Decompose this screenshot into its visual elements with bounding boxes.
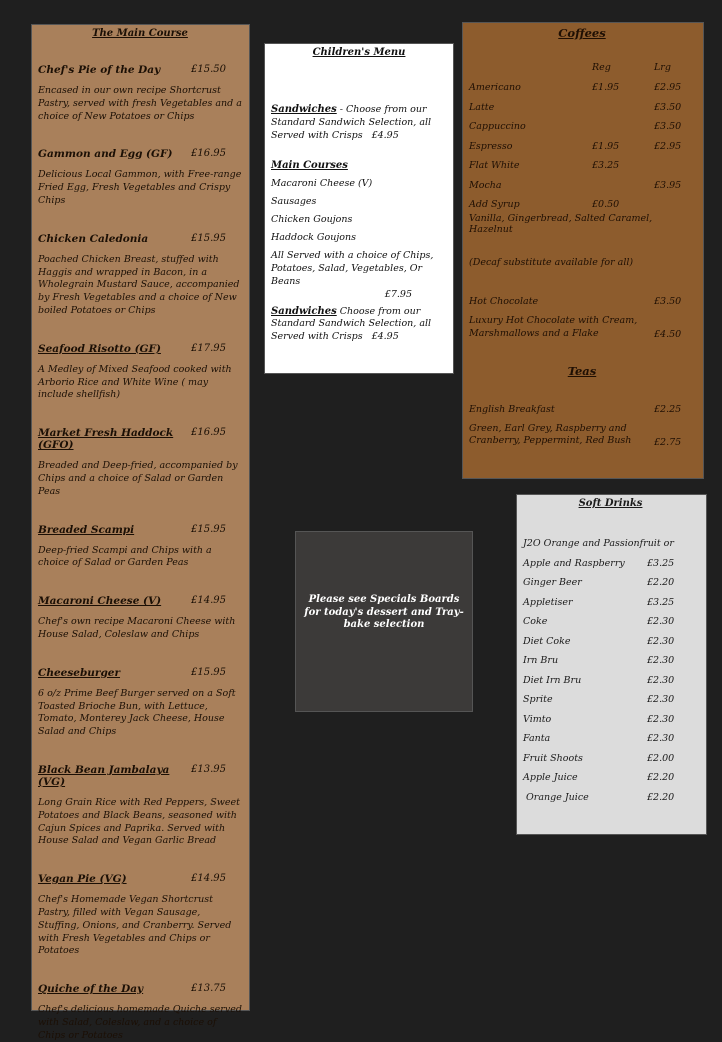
tea-row bbox=[469, 400, 695, 420]
kids-all-served-text: All Served with a choice of Chips, Potatoes, Salad, Vegetables, Or Beans bbox=[271, 250, 434, 287]
dish-name bbox=[38, 148, 191, 160]
dish-name bbox=[38, 873, 191, 885]
coffee-reg-price: £1.95 bbox=[592, 82, 620, 94]
coffee-row bbox=[469, 195, 695, 215]
tea-price: £2.25 bbox=[654, 404, 682, 416]
dish-price: £15.95 bbox=[191, 523, 226, 535]
kids-main-courses-list bbox=[271, 178, 447, 243]
soft-drink-price: £2.30 bbox=[647, 616, 675, 628]
kids-all-served-price: £7.95 bbox=[384, 288, 412, 300]
soft-drink-price: £2.30 bbox=[647, 655, 675, 667]
dish-name-text: Chicken Caledonia bbox=[38, 232, 149, 245]
soft-drink-row bbox=[523, 788, 698, 808]
soft-drink-name: Diet Coke bbox=[523, 635, 571, 647]
dish-header bbox=[38, 667, 242, 679]
dish-name-text: Cheeseburger bbox=[38, 666, 121, 679]
coffee-name: Americano bbox=[469, 82, 521, 94]
dish-name bbox=[38, 764, 191, 788]
dish-item bbox=[38, 343, 242, 402]
dish-price: £17.95 bbox=[191, 342, 226, 354]
kids-sandwiches-label: Sandwiches bbox=[271, 104, 337, 115]
dish-description: Poached Chicken Breast, stuffed with Haggis and wrapped in Bacon, in a Wholegrain Mustard Sauce, accompanied by Fresh Vegetables and a choice of New boiled Potatoes or Chips bbox=[38, 253, 240, 316]
childrens-menu-panel bbox=[264, 43, 454, 374]
kids-sandwiches-text: - Choose from our Standard Sandwich Selection, all Served with Crisps bbox=[271, 104, 432, 141]
soft-drink-name: Fanta bbox=[523, 733, 551, 745]
kids-menu-item: Chicken Goujons bbox=[271, 214, 353, 226]
dish-name-text: Breaded Scampi bbox=[38, 523, 135, 536]
dish-name bbox=[38, 595, 191, 607]
soft-drink-row bbox=[523, 554, 698, 574]
dish-item bbox=[38, 873, 242, 958]
dish-item bbox=[38, 233, 242, 318]
dish-description: 6 o/z Prime Beef Burger served on a Soft Toasted Brioche Bun, with Lettuce, Tomato, Monterey Jack Cheese, House Salad and Chips bbox=[38, 687, 236, 738]
coffees-panel bbox=[462, 22, 704, 479]
dish-item bbox=[38, 148, 242, 207]
dish-header bbox=[38, 983, 242, 995]
hot-chocolate-name: Hot Chocolate bbox=[469, 295, 539, 307]
col-reg-label: Reg bbox=[592, 62, 611, 73]
soft-drink-name: Sprite bbox=[523, 694, 553, 706]
dish-item bbox=[38, 983, 242, 1042]
soft-drink-row bbox=[523, 749, 698, 769]
dish-header bbox=[38, 595, 242, 607]
coffees-title: Coffees bbox=[558, 26, 606, 40]
dish-item bbox=[38, 524, 242, 571]
soft-drinks-title: Soft Drinks bbox=[578, 498, 643, 509]
coffee-row bbox=[469, 176, 695, 196]
dish-header bbox=[38, 64, 242, 76]
dish-item bbox=[38, 595, 242, 642]
dish-item bbox=[38, 427, 242, 498]
luxury-hot-chocolate-price: £4.50 bbox=[654, 329, 682, 340]
coffee-lrg-price: £3.50 bbox=[654, 121, 682, 133]
dish-name bbox=[38, 64, 191, 76]
coffee-name: Add Syrup bbox=[469, 199, 520, 211]
dish-name-text: Market Fresh Haddock (GFO) bbox=[38, 427, 174, 452]
dish-header bbox=[38, 764, 242, 788]
dish-description: Delicious Local Gammon, with Free-range Fried Egg, Fresh Vegetables and Crispy Chips bbox=[38, 169, 242, 206]
main-course-panel bbox=[31, 24, 250, 1041]
dish-description: Long Grain Rice with Red Peppers, Sweet Potatoes and Black Beans, seasoned with Cajun Spices and Paprika. Served with House Salad and Vegan Garlic Bread bbox=[38, 796, 240, 847]
tea-price: £2.75 bbox=[654, 436, 682, 448]
coffee-reg-price: £1.95 bbox=[592, 140, 620, 152]
soft-drink-row bbox=[523, 768, 698, 788]
coffee-row bbox=[469, 156, 695, 176]
specials-notice bbox=[295, 531, 473, 712]
dish-header bbox=[38, 873, 242, 885]
specials-text: Please see Specials Boards for today's dessert and Tray-bake selection bbox=[304, 594, 464, 630]
soft-drink-row bbox=[523, 612, 698, 632]
decaf-note: (Decaf substitute available for all) bbox=[469, 257, 634, 269]
soft-drinks-panel bbox=[516, 494, 707, 835]
dish-name-text: Black Bean Jambalaya (VG) bbox=[38, 763, 170, 788]
dish-item bbox=[38, 667, 242, 739]
soft-drink-name: Vimto bbox=[523, 713, 552, 725]
soft-drink-row bbox=[523, 593, 698, 613]
dish-name-text: Macaroni Cheese (V) bbox=[38, 595, 162, 608]
coffee-row bbox=[469, 117, 695, 137]
kids-sandwiches2-label: Sandwiches bbox=[271, 305, 337, 317]
soft-drink-price: £3.25 bbox=[647, 557, 675, 569]
kids-menu-item: Haddock Goujons bbox=[271, 232, 357, 244]
coffees-column-headers bbox=[469, 62, 695, 73]
main-course-title: The Main Course bbox=[92, 28, 188, 39]
kids-main-courses-label: Main Courses bbox=[271, 160, 348, 172]
dish-price: £14.95 bbox=[191, 595, 226, 607]
soft-drink-row bbox=[523, 651, 698, 671]
dish-name bbox=[38, 427, 191, 451]
dish-name-text: Seafood Risotto (GF) bbox=[38, 342, 161, 355]
coffee-lrg-price: £3.95 bbox=[654, 179, 682, 191]
dish-name-text: Chef's Pie of the Day bbox=[38, 64, 161, 76]
teas-title: Teas bbox=[567, 364, 597, 378]
kids-menu-item: Sausages bbox=[271, 196, 317, 208]
dish-price: £16.95 bbox=[191, 148, 226, 160]
soft-drink-price: £2.00 bbox=[647, 752, 675, 764]
coffee-row bbox=[469, 78, 695, 98]
tea-row bbox=[469, 423, 695, 448]
soft-drink-price: £2.30 bbox=[647, 713, 675, 725]
dish-description: Breaded and Deep-fried, accompanied by Chips and a choice of Salad or Garden Peas bbox=[38, 460, 238, 497]
soft-drink-name: Appletiser bbox=[523, 596, 573, 608]
j2o-line: J2O Orange and Passionfruit or bbox=[523, 538, 674, 550]
dish-name bbox=[38, 233, 191, 245]
dish-price: £13.95 bbox=[191, 763, 226, 775]
dish-name-text: Quiche of the Day bbox=[38, 983, 144, 996]
dish-price: £13.75 bbox=[191, 983, 226, 995]
hot-chocolate-price: £3.50 bbox=[654, 295, 682, 307]
kids-menu-item: Macaroni Cheese (V) bbox=[271, 178, 373, 190]
kids-sandwiches-price: £4.95 bbox=[371, 129, 399, 141]
soft-drink-row bbox=[523, 710, 698, 730]
dish-item bbox=[38, 764, 242, 848]
luxury-hot-chocolate-name: Luxury Hot Chocolate with Cream, Marshmallows and a Flake bbox=[469, 315, 638, 339]
tea-name: English Breakfast bbox=[469, 404, 555, 416]
kids-sandwiches2-price: £4.95 bbox=[371, 331, 399, 343]
soft-drink-name: Orange Juice bbox=[523, 791, 589, 803]
dish-header bbox=[38, 233, 242, 245]
luxury-hot-chocolate-row bbox=[469, 315, 695, 340]
dish-header bbox=[38, 524, 242, 536]
soft-drink-name: Ginger Beer bbox=[523, 577, 582, 589]
kids-sandwiches-block bbox=[271, 104, 447, 142]
soft-drink-name: Apple and Raspberry bbox=[523, 557, 625, 569]
dish-description: Chef's own recipe Macaroni Cheese with House Salad, Coleslaw and Chips bbox=[38, 616, 236, 640]
soft-drink-price: £2.30 bbox=[647, 694, 675, 706]
kids-sandwiches2-block bbox=[271, 306, 447, 344]
dish-name-text: Gammon and Egg (GF) bbox=[38, 148, 173, 161]
coffee-lrg-price: £2.95 bbox=[654, 82, 682, 94]
coffee-row bbox=[469, 98, 695, 118]
coffee-name: Flat White bbox=[469, 160, 520, 172]
dish-item bbox=[38, 64, 242, 123]
soft-drink-price: £2.30 bbox=[647, 674, 675, 686]
soft-drink-price: £2.30 bbox=[647, 635, 675, 647]
main-course-list bbox=[38, 64, 242, 1042]
dish-description: Chef's delicious homemade Quiche served with Salad, Coleslaw, and a choice of Chips or Potatoes bbox=[38, 1004, 242, 1041]
dish-name bbox=[38, 524, 191, 536]
dish-description: A Medley of Mixed Seafood cooked with Arborio Rice and White Wine ( may include shellfish) bbox=[38, 363, 232, 401]
soft-drink-name: Coke bbox=[523, 616, 548, 628]
soft-drink-name: Irn Bru bbox=[523, 655, 559, 667]
soft-drink-row bbox=[523, 632, 698, 652]
dish-price: £16.95 bbox=[191, 427, 226, 439]
soft-drink-price: £2.20 bbox=[647, 772, 675, 784]
soft-drink-name: Diet Irn Bru bbox=[523, 674, 582, 686]
coffee-row bbox=[469, 137, 695, 157]
dish-description: Encased in our own recipe Shortcrust Pastry, served with fresh Vegetables and a choice of New Potatoes or Chips bbox=[38, 85, 242, 122]
dish-header bbox=[38, 343, 242, 355]
coffee-name: Mocha bbox=[469, 179, 502, 191]
dish-header bbox=[38, 148, 242, 160]
dish-price: £15.50 bbox=[191, 64, 226, 75]
soft-drink-price: £2.20 bbox=[647, 577, 675, 589]
soft-drink-name: Apple Juice bbox=[523, 772, 578, 784]
dish-price: £15.95 bbox=[191, 666, 226, 678]
dish-description: Deep-fried Scampi and Chips with a choice of Salad or Garden Peas bbox=[38, 544, 212, 569]
coffee-name: Espresso bbox=[469, 140, 513, 152]
syrup-flavours: Vanilla, Gingerbread, Salted Caramel, Hazelnut bbox=[469, 213, 653, 236]
dish-description: Chef's Homemade Vegan Shortcrust Pastry, filled with Vegan Sausage, Stuffing, Onions, and Cranberry. Served with Fresh Vegetables and Chips or Potatoes bbox=[38, 894, 232, 957]
dish-name bbox=[38, 983, 191, 995]
soft-drink-price: £3.25 bbox=[647, 596, 675, 608]
soft-drink-price: £2.20 bbox=[647, 791, 675, 803]
soft-drinks-list bbox=[523, 554, 698, 808]
soft-drink-name: Fruit Shoots bbox=[523, 752, 583, 764]
coffee-reg-price: £0.50 bbox=[592, 199, 620, 211]
col-lrg-label: Lrg bbox=[654, 62, 671, 73]
coffee-lrg-price: £3.50 bbox=[654, 101, 682, 113]
dish-name bbox=[38, 667, 191, 679]
soft-drink-row bbox=[523, 573, 698, 593]
coffee-name: Cappuccino bbox=[469, 121, 526, 133]
soft-drink-row bbox=[523, 729, 698, 749]
dish-header bbox=[38, 427, 242, 451]
dish-price: £15.95 bbox=[191, 232, 226, 244]
soft-drink-price: £2.30 bbox=[647, 733, 675, 745]
coffees-list bbox=[469, 78, 695, 215]
kids-sandwiches2-text: Choose from our Standard Sandwich Selection, all Served with Crisps bbox=[271, 305, 432, 343]
childrens-menu-title: Children's Menu bbox=[312, 47, 406, 58]
soft-drink-row bbox=[523, 690, 698, 710]
kids-all-served-block bbox=[271, 250, 447, 301]
tea-name: Green, Earl Grey, Raspberry and Cranberry, Peppermint, Red Bush bbox=[469, 422, 632, 446]
dish-name-text: Vegan Pie (VG) bbox=[38, 873, 127, 886]
dish-name bbox=[38, 343, 191, 355]
coffee-name: Latte bbox=[469, 101, 495, 113]
dish-price: £14.95 bbox=[191, 873, 226, 885]
hot-chocolate-row bbox=[469, 292, 695, 312]
coffee-reg-price: £3.25 bbox=[592, 160, 620, 172]
coffee-lrg-price: £2.95 bbox=[654, 140, 682, 152]
soft-drink-row bbox=[523, 671, 698, 691]
